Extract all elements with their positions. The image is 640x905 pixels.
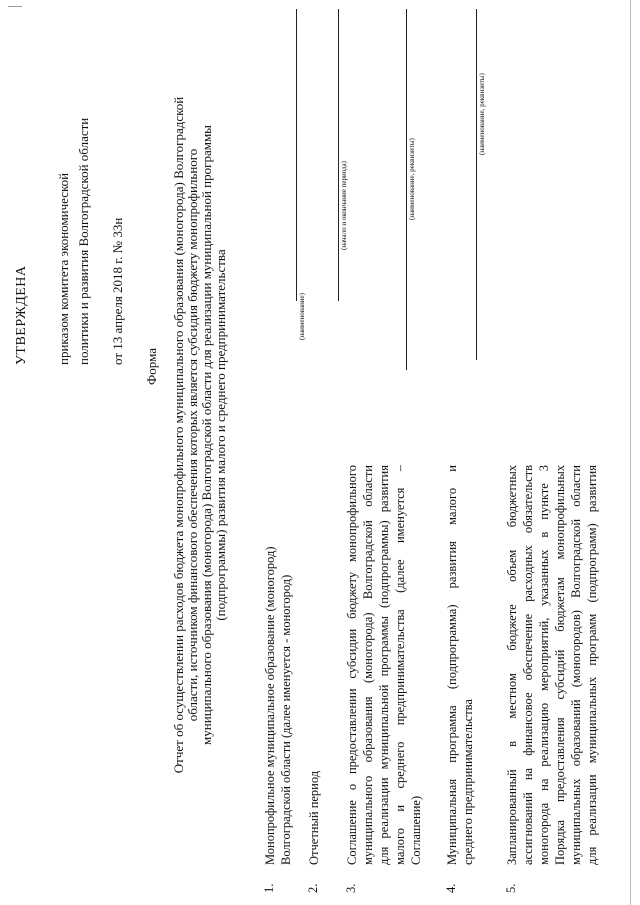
item-3-line-3: для реализации муниципальной программы (подпрограммы) развития xyxy=(377,465,391,865)
binding-edge-line xyxy=(630,0,631,905)
report-title-line-4: (подпрограммы) развития малого и среднего предпринимательства xyxy=(213,249,228,621)
item-3-number: 3. xyxy=(344,883,358,893)
item-2-text xyxy=(306,445,322,865)
report-title-line-2: области, источником финансового обеспечения которых является субсидия бюджету монопрофильного xyxy=(185,148,200,722)
item-3-line-1: Соглашение о предоставлении субсидии бюджету монопрофильного xyxy=(345,465,359,865)
item-5-line-1: Запланированный в местном бюджете объем бюджетных xyxy=(505,465,519,865)
report-title-line-3: муниципального образования (моногорода) Волгоградской области для реализации муниципальной программы xyxy=(199,125,214,745)
item-5-number: 5. xyxy=(504,883,518,893)
item-5-line-3: моногорода на реализацию мероприятий, указанных в пункте 3 xyxy=(537,465,551,865)
rule-program xyxy=(476,9,477,360)
report-title xyxy=(172,75,228,795)
approval-order-line: приказом комитета экономической xyxy=(56,172,71,365)
rule-municipality xyxy=(296,9,297,301)
approval-committee-line: политики и развития Волгоградской области xyxy=(76,117,91,365)
item-4-text xyxy=(444,465,476,865)
caption-name: (наименование) xyxy=(298,293,306,340)
item-4-number: 4. xyxy=(444,883,458,893)
item-4-line-1: Муниципальная программа (подпрограмма) развития малого и xyxy=(445,465,459,865)
approval-title: УТВЕРЖДЕНА xyxy=(14,265,29,365)
item-3-text xyxy=(344,465,424,865)
item-1-line-1: Монопрофильное муниципальное образование (моногород) xyxy=(263,546,277,865)
form-label: Форма xyxy=(144,348,159,385)
item-2-line-1: Отчетный период xyxy=(307,770,321,865)
item-3-line-4: малого и среднего предпринимательства (далее именуется – xyxy=(393,465,407,865)
item-4-line-2: среднего предпринимательства xyxy=(461,699,475,865)
item-5-text xyxy=(504,465,600,865)
item-1-number: 1. xyxy=(262,883,276,893)
scan-artifact-mark xyxy=(8,6,22,7)
item-2-number: 2. xyxy=(306,883,320,893)
item-5-line-5: муниципальных образований (моногородов) Волгоградской области xyxy=(569,465,583,865)
item-5-line-2: ассигнований на финансовое обеспечение расходных обязательств xyxy=(521,465,535,865)
item-5-line-6: для реализации муниципальных программ (подпрограмм) развития xyxy=(585,465,599,865)
caption-period: (начало и окончание периода) xyxy=(340,161,348,250)
report-title-line-1: Отчет об осуществлении расходов бюджета монопрофильного муниципального образования (моногорода) Волгоградской xyxy=(171,96,186,774)
rule-agreement xyxy=(406,9,407,370)
item-3-line-5: Соглашение) xyxy=(409,795,423,865)
item-1-text xyxy=(262,445,294,865)
rule-period xyxy=(338,9,339,301)
caption-program: (наименование, реквизиты) xyxy=(478,73,486,155)
caption-agreement: (наименование, реквизиты) xyxy=(408,138,416,220)
item-1-line-2: Волгоградской области (далее именуется - моногород) xyxy=(279,574,293,865)
item-5-line-4: Порядка предоставления субсидий бюджетам монопрофильных xyxy=(553,465,567,865)
approval-date-line: от 13 апреля 2018 г. № 33н xyxy=(110,217,125,365)
item-3-line-2: муниципального образования (моногорода) Волгоградской области xyxy=(361,465,375,865)
